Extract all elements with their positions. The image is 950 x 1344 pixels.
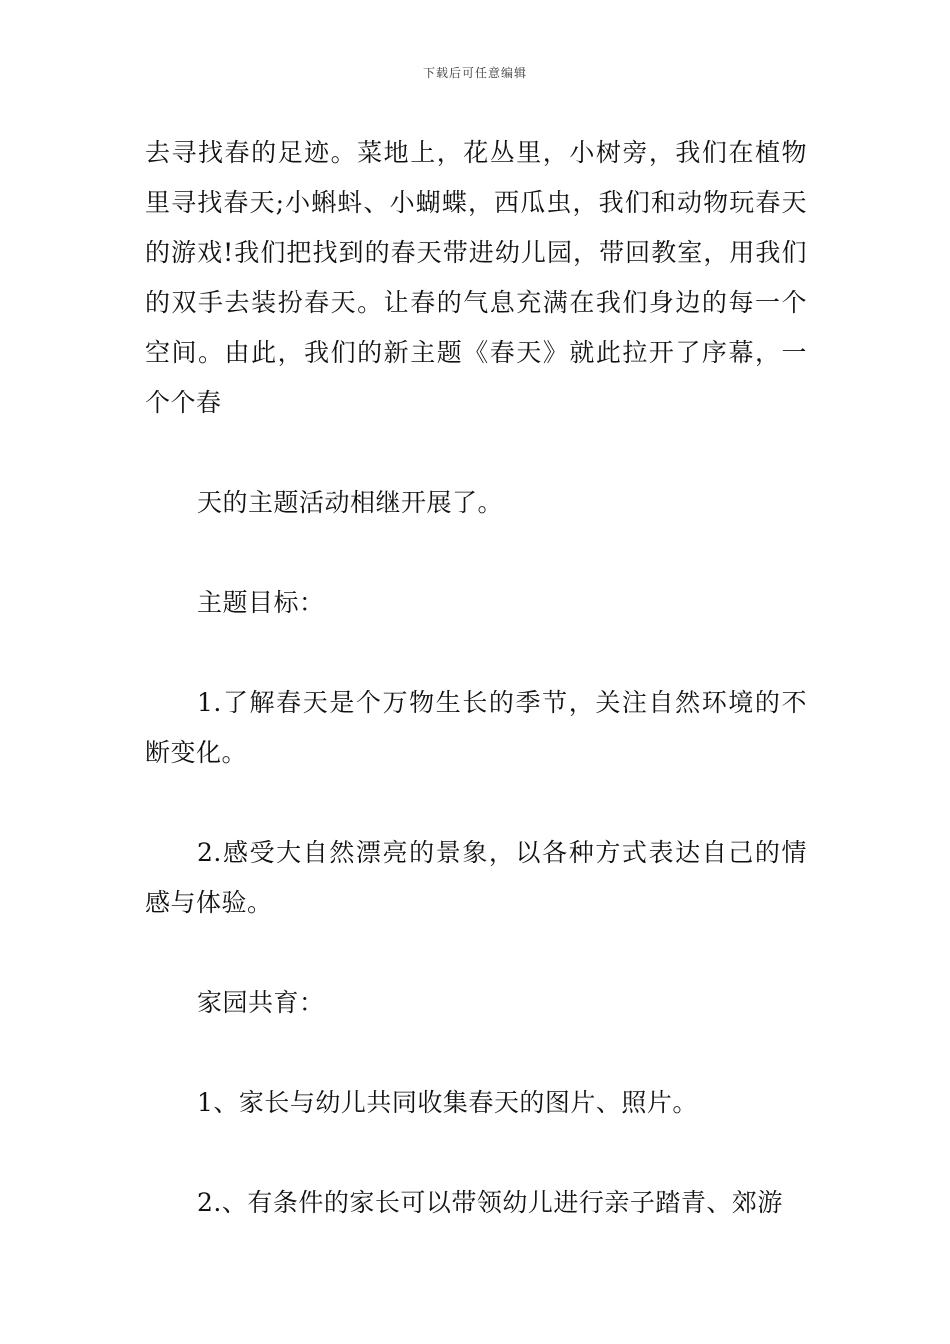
home-school-item-1: 1、家长与幼儿共同收集春天的图片、照片。 xyxy=(197,1088,698,1117)
heading-theme-goals: 主题目标： xyxy=(197,588,325,617)
page-header: 下载后可任意编辑 xyxy=(422,66,527,80)
heading-home-school: 家园共育： xyxy=(197,988,325,1017)
goal-item-2: 2.感受大自然漂亮的景象，以各种方式表达自己的情感与体验。 xyxy=(145,838,807,917)
paragraph-activities: 天的主题活动相继开展了。 xyxy=(197,488,504,517)
paragraph-intro-continuation: 去寻找春的足迹。菜地上，花丛里，小树旁，我们在植物里寻找春天;小蝌蚪、小蝴蝶，西瓜虫，我们和动物玩春天的游戏!我们把找到的春天带进幼儿园，带回教室，用我们的双手去装扮春天。让春的气息充满在我们身边的每一个空间。由此，我们的新主题《春天》就此拉开了序幕，一个个春 xyxy=(145,138,807,417)
document-body xyxy=(145,128,807,1228)
home-school-item-2: 2.、有条件的家长可以带领幼儿进行亲子踏青、郊游 xyxy=(197,1188,783,1217)
goal-item-1: 1.了解春天是个万物生长的季节，关注自然环境的不断变化。 xyxy=(145,688,807,767)
